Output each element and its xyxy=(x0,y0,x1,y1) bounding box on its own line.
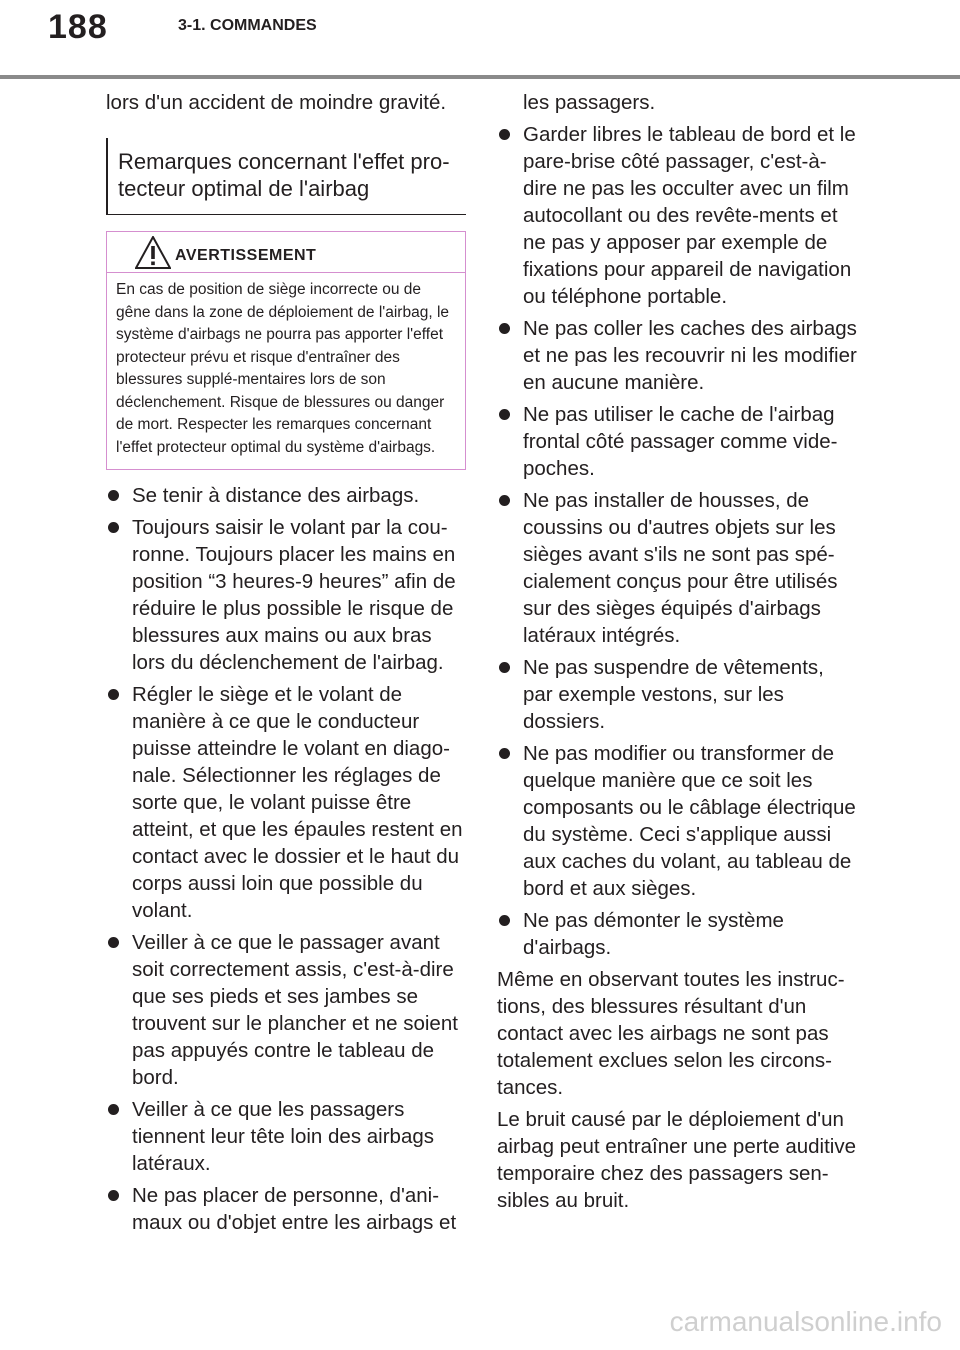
list-item: Toujours saisir le volant par la cou-ronne. Toujours placer les mains en position “3 heures-9 heures” afin de réduire le plus possible le risque de blessures aux mains ou aux bras lors du déclenchement de l'airbag. xyxy=(106,514,466,676)
right-column xyxy=(497,89,857,1219)
page-number: 188 xyxy=(48,8,108,46)
watermark: carmanualsonline.info xyxy=(669,1306,942,1337)
warning-box xyxy=(106,231,466,470)
list-item: Garder libres le tableau de bord et le pare-brise côté passager, c'est-à-dire ne pas les occulter avec un film autocollant ou des revête-ments et ne pas y apposer par exemple de fixations pour appareil de navigation ou téléphone portable. xyxy=(497,121,857,310)
list-item: Régler le siège et le volant de manière à ce que le conducteur puisse atteindre le volant en diago-nale. Sélectionner les réglages de sorte que, le volant puisse être atteint, et que les épaules restent en contact avec le dossier et le haut du corps aussi loin que possible du volant. xyxy=(106,681,466,924)
list-item: Veiller à ce que le passager avant soit correctement assis, c'est-à-dire que ses pieds et ses jambes se trouvent sur le plancher et ne soient pas appuyés contre le tableau de bord. xyxy=(106,929,466,1091)
warning-title: AVERTISSEMENT xyxy=(175,247,317,264)
list-item: Ne pas coller les caches des airbags et ne pas les recouvrir ni les modifier en aucune manière. xyxy=(497,315,857,396)
warning-header xyxy=(107,232,465,273)
list-item: Veiller à ce que les passagers tiennent leur tête loin des airbags latéraux. xyxy=(106,1096,466,1177)
list-item: Ne pas démonter le système d'airbags. xyxy=(497,907,857,961)
body-paragraph: Même en observant toutes les instruc-tions, des blessures résultant d'un contact avec les airbags ne sont pas totalement exclues selon les circons-tances. xyxy=(497,968,845,1099)
list-item: Ne pas installer de housses, de coussins ou d'autres objets sur les sièges avant s'ils ne sont pas spé-cialement conçus pour être utilisés sur des sièges équipés d'airbags latéraux intégrés. xyxy=(497,487,857,649)
intro-text: lors d'un accident de moindre gravité. xyxy=(106,91,447,114)
left-bullet-list xyxy=(106,482,466,1236)
body-paragraph: Le bruit causé par le déploiement d'un airbag peut entraîner une perte auditive temporaire chez des passagers sen-sibles au bruit. xyxy=(497,1108,857,1212)
continued-text: les passagers. xyxy=(523,91,656,114)
warning-text: En cas de position de siège incorrecte ou de gêne dans la zone de déploiement de l'airbag, le système d'airbags ne pourra pas apporter l'effet protecteur prévu et risque d'entraîner des blessures supplé-mentaires lors de son déclenchement. Risque de blessures ou danger de mort. Respecter les remarques concernant l'effet protecteur optimal du système d'airbags. xyxy=(116,281,450,456)
header-rule xyxy=(0,75,960,79)
list-item: Ne pas modifier ou transformer de quelque manière que ce soit les composants ou le câblage électrique du système. Ceci s'applique aussi aux caches du volant, au tableau de bord et aux sièges. xyxy=(497,740,857,902)
warning-triangle-icon xyxy=(135,236,171,269)
remark-heading: Remarques concernant l'effet pro-tecteur optimal de l'airbag xyxy=(106,138,466,215)
list-item: Se tenir à distance des airbags. xyxy=(106,482,466,509)
right-bullet-list xyxy=(497,121,857,961)
left-column xyxy=(106,89,466,1241)
list-item: Ne pas placer de personne, d'ani-maux ou d'objet entre les airbags et xyxy=(106,1182,466,1236)
section-title: 3-1. COMMANDES xyxy=(178,17,317,34)
list-item: Ne pas utiliser le cache de l'airbag frontal côté passager comme vide-poches. xyxy=(497,401,857,482)
list-item: Ne pas suspendre de vêtements, par exemple vestons, sur les dossiers. xyxy=(497,654,857,735)
